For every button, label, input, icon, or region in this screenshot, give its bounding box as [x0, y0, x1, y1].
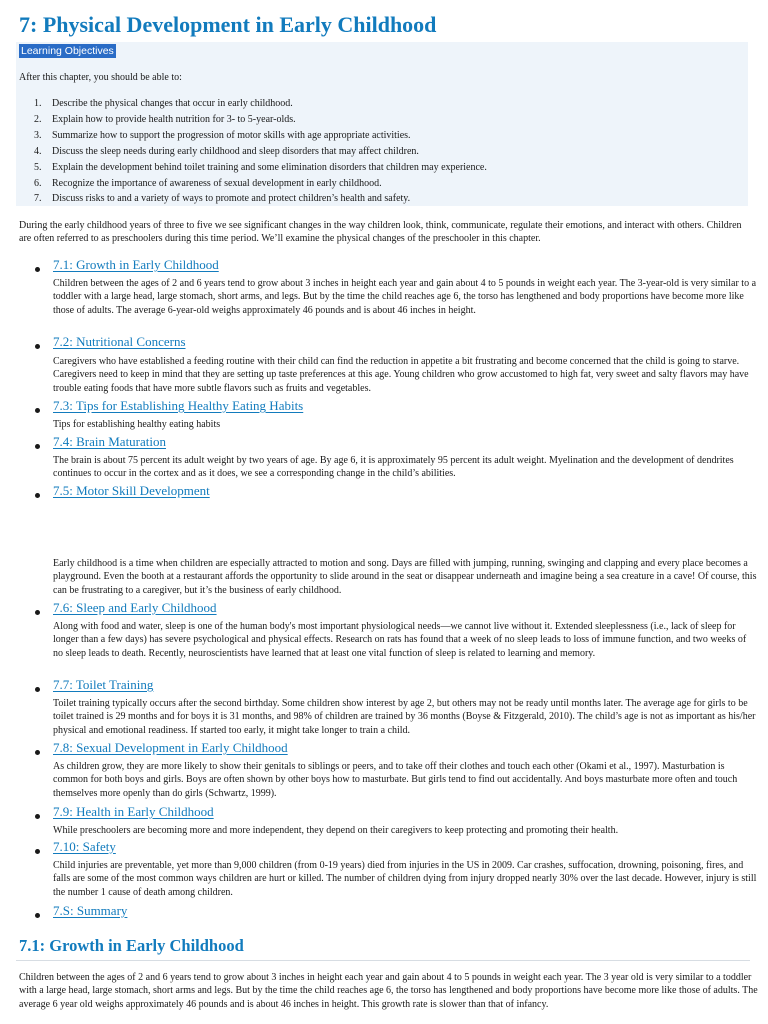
objective-item: 5. Explain the development behind toilet training and some elimination disorders that children may experience. [34, 161, 487, 173]
subsection-heading: 7.1: Growth in Early Childhood [19, 936, 244, 955]
bullet [35, 849, 40, 854]
section-link-7-2[interactable]: 7.2: Nutritional Concerns [53, 334, 186, 349]
objective-item: 2. Explain how to provide health nutrition for 3- to 5-year-olds. [34, 113, 296, 125]
section-link-7-1[interactable]: 7.1: Growth in Early Childhood [53, 257, 219, 272]
section-link-7-3[interactable]: 7.3: Tips for Establishing Healthy Eating Habits [53, 398, 304, 413]
bullet [35, 267, 40, 272]
objective-item: 3. Summarize how to support the progression of motor skills with age appropriate activities. [34, 129, 411, 141]
bullet [35, 408, 40, 413]
bullet [35, 814, 40, 819]
section-summary-7-1: Children between the ages of 2 and 6 years tend to grow about 3 inches in height each year and gain about 4 to 5 pounds in weight each year. The 3-year-old is very similar to a toddler with a large head, large stomach, short arms, and legs. But by the time the child reaches age 6, the torso has lengthened and body proportions have become more like those of adults. The average 6-year-old weighs approximately 46 pounds and is about 46 inches in height. [53, 278, 757, 316]
objectives-list [19, 96, 487, 207]
section-summary-7-6: Along with food and water, sleep is one of the human body's most important physiological needs—we cannot live without it. Extended sleeplessness (i.e., lack of sleep for longer than a few days) has severe psychological and physical effects. Research on rats has found that a week of no sleep leads to loss of immune function, and two weeks of no sleep leads to death. Recently, neuroscientists have learned that at least one vital function of sleep is related to learning and memory. [53, 621, 747, 659]
section-link-7-5[interactable]: 7.5: Motor Skill Development [53, 483, 210, 498]
bullet [35, 610, 40, 615]
bullet [35, 493, 40, 498]
chapter-intro: During the early childhood years of three to five we see significant changes in the way children look, think, communicate, regulate their emotions, and interact with others. Children are often referred to as preschoolers during this time period. We’ll examine the physical changes of the preschooler in this chapter. [19, 220, 742, 245]
section-summary-7-2: Caregivers who have established a feeding routine with their child can find the reduction in appetite a bit frustrating and become concerned that the child is going to starve. Caregivers need to keep in mind that they are setting up taste preferences at this age. Young children who grow accustomed to high fat, very sweet and salty flavors may have trouble eating foods that have more subtle flavors such as fruits and vegetables. [53, 356, 749, 394]
section-link-7-7[interactable]: 7.7: Toilet Training [53, 677, 154, 692]
bullet [35, 750, 40, 755]
section-summary-7-4: The brain is about 75 percent its adult weight by two years of age. By age 6, it is approximately 95 percent its adult weight. Myelination and the development of dendrites continues to occur in the cortex and as it does, we see a corresponding change in the child’s abilities. [53, 455, 734, 480]
section-link-7-s[interactable]: 7.S: Summary [53, 903, 128, 918]
section-link-7-6[interactable]: 7.6: Sleep and Early Childhood [53, 600, 217, 615]
section-summary-7-8: As children grow, they are more likely to show their genitals to siblings or peers, and to take off their clothes and touch each other (Okami et al., 1997). Masturbation is common for both boys and girls. Boys are often shown by other boys how to masturbate. But girls tend to find out accidentally. And boys masturbate more often and touch themselves more openly than do girls (Schwartz, 1999). [53, 761, 738, 799]
section-summary-7-5: Early childhood is a time when children are especially attracted to motion and song. Days are filled with jumping, running, swinging and clapping and every place becomes a playground. Even the booth at a restaurant affords the opportunity to slide around in the seat or disappear underneath and imagine being a sea creature in a cave! Of course, this can be frustrating to a caregiver, but it’s the business of early childhood. [53, 558, 757, 596]
objectives-intro: After this chapter, you should be able to: [19, 72, 182, 83]
section-link-7-9[interactable]: 7.9: Health in Early Childhood [53, 804, 214, 819]
bullet [35, 913, 40, 918]
objective-item: 4. Discuss the sleep needs during early childhood and sleep disorders that may affect children. [34, 145, 419, 157]
page-title: 7: Physical Development in Early Childhood [19, 12, 437, 37]
learning-objectives-heading: Learning Objectives [21, 45, 114, 57]
subsection-text: Children between the ages of 2 and 6 years tend to grow about 3 inches in height each year and gain about 4 to 5 pounds in weight each year. The 3 year old is very similar to a toddler with a large head, large stomach, short arms and legs. But by the time the child reaches age 6, the torso has lengthened and body proportions have become more like those of adults. The average 6 year old weighs approximately 46 pounds and is about 46 inches in height. This growth rate is slower than that of infancy. [19, 972, 758, 1010]
objective-item: 1. Describe the physical changes that occur in early childhood. [34, 98, 293, 109]
section-summary-7-10: Child injuries are preventable, yet more than 9,000 children (from 0-19 years) died from injuries in the US in 2009. Car crashes, suffocation, drowning, poisoning, fires, and falls are some of the most common ways children are hurt or killed. The number of children dying from injury dropped nearly 30% over the last decade. However, injury is still the number 1 cause of death among children. [53, 860, 757, 898]
objective-item: 6. Recognize the importance of awareness of sexual development in early childhood. [34, 177, 382, 189]
section-summary-7-3: Tips for establishing healthy eating habits [53, 419, 221, 430]
bullet [35, 687, 40, 692]
section-link-7-10[interactable]: 7.10: Safety [53, 839, 116, 854]
divider [16, 960, 750, 961]
section-link-7-4[interactable]: 7.4: Brain Maturation [53, 434, 167, 449]
section-link-7-8[interactable]: 7.8: Sexual Development in Early Childhood [53, 740, 288, 755]
bullet [35, 444, 40, 449]
section-summary-7-7: Toilet training typically occurs after the second birthday. Some children show interest by age 2, but others may not be ready until months later. The average age for girls to be toilet trained is 29 months and for boys it is 31 months, and 98% of children are trained by 36 months (Boyse & Fitzgerald, 2010). The child’s age is not as important as his/her physical and emotional readiness. If started too early, it might take longer to train a child. [53, 698, 756, 736]
bullet [35, 344, 40, 349]
section-summary-7-9: While preschoolers are becoming more and more independent, they depend on their caregivers to keep protecting and promoting their health. [53, 825, 619, 836]
objective-item: 7. Discuss risks to and a variety of ways to promote and protect children’s health and safety. [34, 193, 411, 205]
